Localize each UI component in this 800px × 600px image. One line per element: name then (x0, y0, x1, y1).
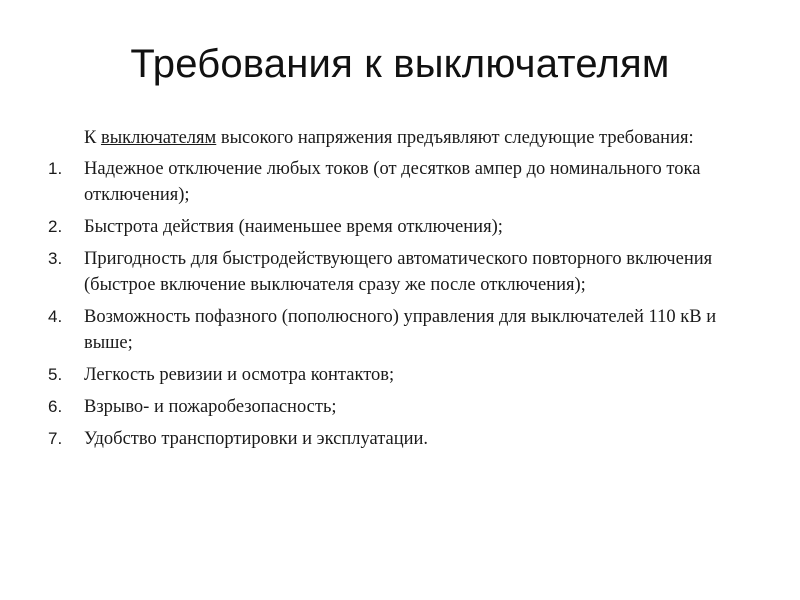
requirement-number: 6. (48, 397, 63, 416)
requirement-text: Удобство транспортировки и эксплуатации. (84, 429, 429, 449)
slide-content (48, 125, 768, 458)
requirement-number: 7. (48, 429, 63, 448)
requirement-number: 1. (48, 159, 63, 178)
requirement-number: 4. (48, 307, 63, 326)
requirement-text: Возможность пофазного (пополюсного) управления для выключателей 110 кВ и выше; (84, 307, 717, 353)
requirement-item (48, 246, 768, 298)
requirement-number: 3. (48, 249, 63, 268)
requirement-item (48, 304, 768, 356)
intro-paragraph (48, 125, 768, 151)
requirement-item (48, 362, 768, 388)
requirements-list (48, 156, 768, 452)
requirement-text: Легкость ревизии и осмотра контактов; (84, 365, 395, 385)
requirement-number: 5. (48, 365, 63, 384)
requirement-item (48, 426, 768, 452)
slide-title: Требования к выключателям (130, 42, 670, 86)
intro-suffix: высокого напряжения предъявляют следующие требования: (216, 128, 694, 148)
intro-prefix: К (84, 128, 101, 148)
requirement-item (48, 394, 768, 420)
requirement-text: Пригодность для быстродействующего автоматического повторного включения (быстрое включение выключателя сразу же после отключения); (84, 249, 713, 295)
requirement-item (48, 156, 768, 208)
intro-underlined-term: выключателям (100, 128, 217, 148)
requirement-text: Быстрота действия (наименьшее время отключения); (84, 217, 503, 237)
requirement-text: Надежное отключение любых токов (от десятков ампер до номинального тока отключения); (84, 159, 701, 205)
requirement-number: 2. (48, 217, 63, 236)
requirement-item (48, 214, 768, 240)
requirement-text: Взрыво- и пожаробезопасность; (84, 397, 337, 417)
